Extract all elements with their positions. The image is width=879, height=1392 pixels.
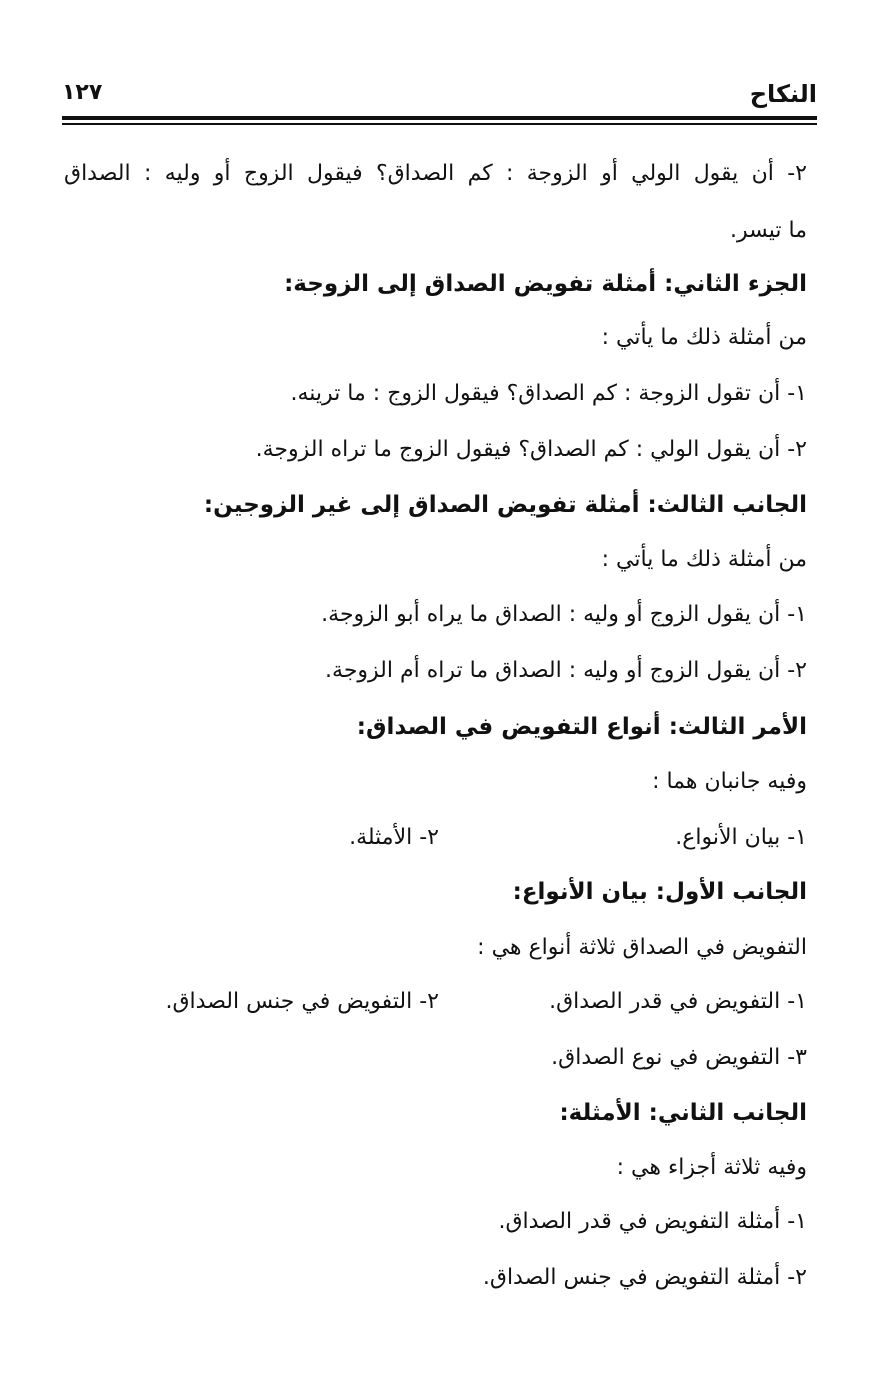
section-heading: الجانب الثالث: أمثلة تفويض الصداق إلى غير الزوجين: [203, 492, 807, 518]
list-item: ٣- التفويض في نوع الصداق. [551, 1045, 807, 1070]
page-number: ١٢٧ [62, 80, 103, 105]
chapter-title: النكاح [749, 80, 817, 108]
list-item: ١- أمثلة التفويض في قدر الصداق. [498, 1209, 807, 1234]
text-line: من أمثلة ذلك ما يأتي : [601, 547, 807, 572]
header-rule-thin [62, 123, 817, 125]
text-line: ٢- أن يقول الولي أو الزوجة : كم الصداق؟ فيقول الزوج أو وليه : الصداق [64, 161, 807, 186]
running-header [62, 78, 817, 118]
list-item: ٢- الأمثلة. [349, 825, 439, 850]
section-heading: الأمر الثالث: أنواع التفويض في الصداق: [356, 714, 807, 740]
list-item: ١- بيان الأنواع. [675, 825, 807, 850]
list-item: ٢- أن يقول الولي : كم الصداق؟ فيقول الزوج ما تراه الزوجة. [255, 437, 807, 462]
text-line: وفيه جانبان هما : [652, 769, 807, 794]
list-item: ١- التفويض في قدر الصداق. [549, 989, 807, 1014]
text-line: وفيه ثلاثة أجزاء هي : [616, 1155, 807, 1180]
text-line: ما تيسر. [730, 218, 807, 243]
header-rule-thick [62, 116, 817, 120]
text-line: من أمثلة ذلك ما يأتي : [601, 325, 807, 350]
section-heading: الجانب الثاني: الأمثلة: [559, 1100, 807, 1126]
list-item: ١- أن تقول الزوجة : كم الصداق؟ فيقول الزوج : ما ترينه. [290, 381, 807, 406]
section-heading: الجزء الثاني: أمثلة تفويض الصداق إلى الزوجة: [284, 271, 807, 297]
section-heading: الجانب الأول: بيان الأنواع: [512, 879, 807, 905]
list-item: ٢- أمثلة التفويض في جنس الصداق. [482, 1265, 807, 1290]
text-line: التفويض في الصداق ثلاثة أنواع هي : [477, 935, 807, 960]
list-item: ٢- أن يقول الزوج أو وليه : الصداق ما تراه أم الزوجة. [325, 658, 807, 683]
list-item: ٢- التفويض في جنس الصداق. [165, 989, 439, 1014]
list-item: ١- أن يقول الزوج أو وليه : الصداق ما يراه أبو الزوجة. [321, 602, 807, 627]
